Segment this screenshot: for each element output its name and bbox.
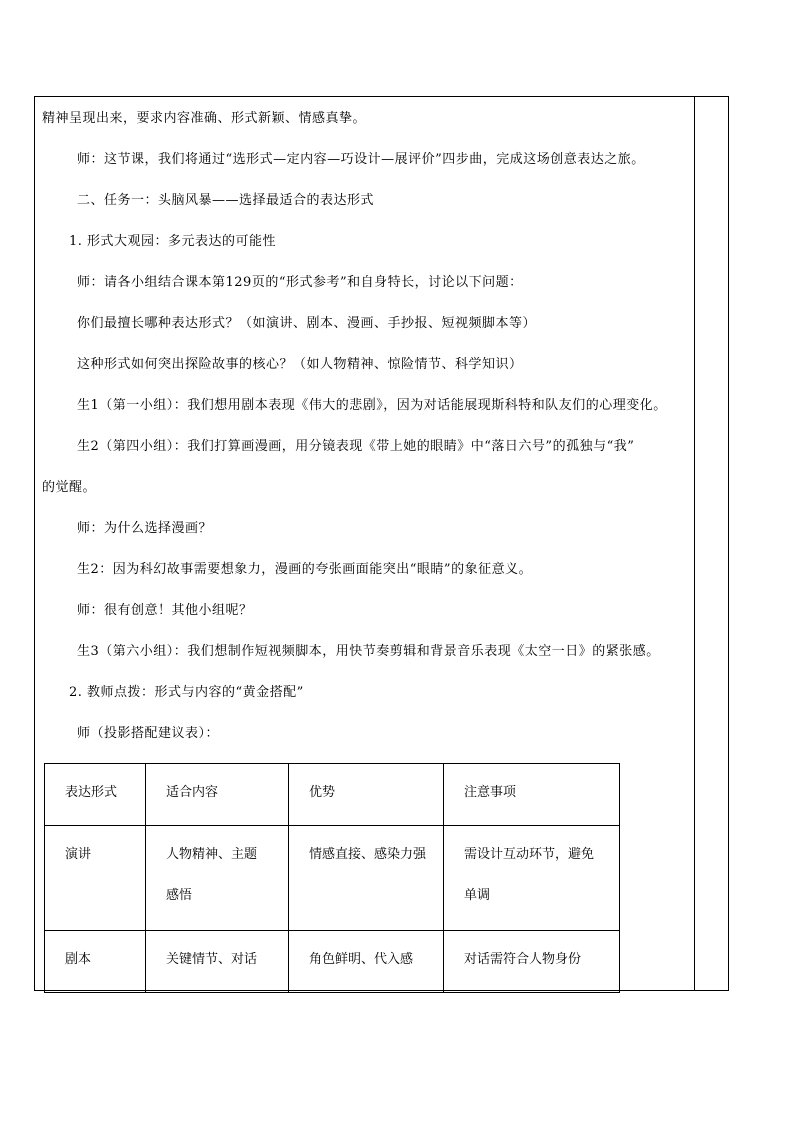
text-line: 师：很有创意！其他小组呢？: [77, 603, 253, 618]
table-cell: 关键情节、对话: [146, 931, 289, 993]
section-heading: 二、任务一：头脑风暴——选择最适合的表达形式: [77, 193, 375, 208]
table-header-row: [45, 764, 620, 826]
table-header-cell: 适合内容: [146, 764, 289, 826]
side-column-divider: [694, 97, 695, 990]
text-line: 师：为什么选择漫画？: [77, 521, 213, 536]
table-header-cell: 优势: [289, 764, 444, 826]
table-header-cell: 注意事项: [444, 764, 620, 826]
text-line: 师（投影搭配建议表）：: [77, 726, 220, 741]
table-cell: 对话需符合人物身份: [444, 931, 620, 993]
text-line: 你们最擅长哪种表达形式？（如演讲、剧本、漫画、手抄报、短视频脚本等）: [77, 316, 537, 331]
text-line: 精神呈现出来，要求内容准确、形式新颖、情感真挚。: [42, 111, 367, 126]
table-cell: 需设计互动环节，避免单调: [444, 826, 620, 931]
subsection-heading: 2. 教师点拨：形式与内容的“黄金搭配”: [69, 685, 304, 700]
table-cell: 剧本: [45, 931, 146, 993]
text-line: 生3（第六小组）：我们想制作短视频脚本，用快节奏剪辑和背景音乐表现《太空一日》的紧张感。: [77, 644, 660, 659]
table-cell: 人物精神、主题感悟: [146, 826, 289, 931]
table-row: [45, 931, 620, 993]
text-line: 这种形式如何突出探险故事的核心？（如人物精神、惊险情节、科学知识）: [77, 357, 523, 372]
text-line: 师：这节课，我们将通过“选形式—定内容—巧设计—展评价”四步曲，完成这场创意表达之旅。: [77, 152, 645, 167]
table-cell: 角色鲜明、代入感: [289, 931, 444, 993]
table-cell: 情感直接、感染力强: [289, 826, 444, 931]
table-cell: 演讲: [45, 826, 146, 931]
text-line: 生1（第一小组）：我们想用剧本表现《伟大的悲剧》，因为对话能展现斯科特和队友们的心理变化。: [77, 398, 667, 413]
text-line: 师：请各小组结合课本第129页的“形式参考”和自身特长，讨论以下问题：: [77, 275, 523, 290]
lesson-plan-frame: [34, 96, 729, 991]
pairing-suggestion-table: [44, 763, 620, 993]
text-line: 的觉醒。: [42, 480, 97, 495]
text-line: 生2：因为科幻故事需要想象力，漫画的夸张画面能突出“眼睛”的象征意义。: [77, 562, 533, 577]
text-line: 生2（第四小组）：我们打算画漫画，用分镜表现《带上她的眼睛》中“落日六号”的孤独与“我”: [77, 439, 635, 454]
table-header-cell: 表达形式: [45, 764, 146, 826]
subsection-heading: 1. 形式大观园：多元表达的可能性: [69, 234, 277, 249]
table-row: [45, 826, 620, 931]
